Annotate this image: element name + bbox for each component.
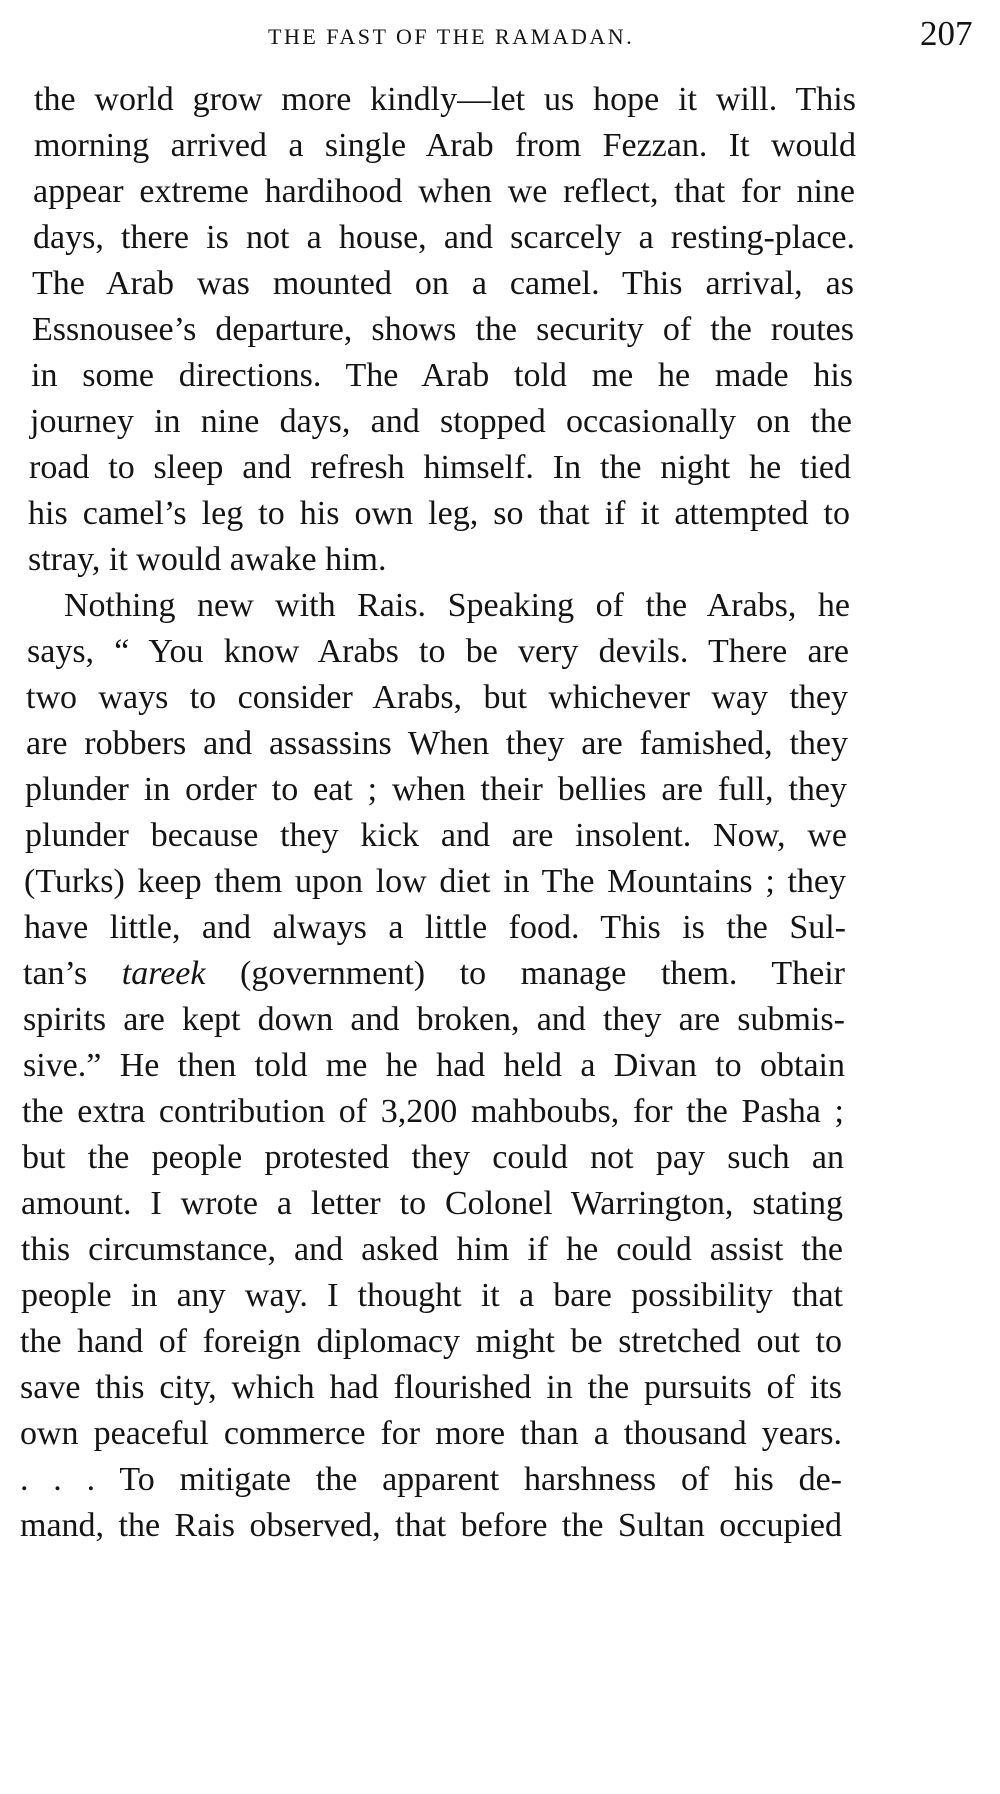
text-line: stray, it would awake him. (28, 541, 387, 578)
text-line: two ways to consider Arabs, but whichever way they (26, 679, 848, 716)
text-line: own peaceful commerce for more than a thousand years. (20, 1415, 842, 1452)
text-line: people in any way. I thought it a bare possibility that (21, 1277, 843, 1314)
text-line: road to sleep and refresh himself. In the night he tied (29, 449, 851, 486)
text-line: appear extreme hardihood when we reflect, that for nine (33, 173, 855, 210)
text-line: says, “ You know Arabs to be very devils. There are (27, 633, 849, 670)
text-line: journey in nine days, and stopped occasionally on the (30, 403, 852, 440)
text-line: the extra contribution of 3,200 mahboubs, for the Pasha ; (22, 1093, 844, 1130)
text-line: the hand of foreign diplomacy might be stretched out to (20, 1323, 842, 1360)
text-part: tan’s (23, 955, 122, 992)
text-line: morning arrived a single Arab from Fezzan. It would (34, 127, 856, 164)
text-line: amount. I wrote a letter to Colonel Warrington, stating (21, 1185, 843, 1222)
text-line: The Arab was mounted on a camel. This arrival, as (32, 265, 854, 302)
text-line: in some directions. The Arab told me he made his (31, 357, 853, 394)
text-line: his camel’s leg to his own leg, so that if it attempted to (28, 495, 850, 532)
text-line: (Turks) keep them upon low diet in The Mountains ; they (24, 863, 846, 900)
text-line: this circumstance, and asked him if he could assist the (21, 1231, 843, 1268)
running-title: THE FAST OF THE RAMADAN. (268, 24, 635, 49)
text-line (23, 948, 845, 1000)
running-head (0, 14, 1000, 58)
text-line: . . . To mitigate the apparent harshness of his de- (20, 1461, 842, 1498)
text-line: the world grow more kindly—let us hope it will. This (34, 81, 856, 118)
text-line: days, there is not a house, and scarcely a resting-place. (33, 219, 855, 256)
text-line: plunder in order to eat ; when their bellies are full, they (25, 771, 847, 808)
text-line: sive.” He then told me he had held a Divan to obtain (23, 1047, 845, 1084)
page-number: 207 (920, 14, 973, 53)
text-line: Essnousee’s departure, shows the security of the routes (32, 311, 854, 348)
text-line: spirits are kept down and broken, and they are submis- (23, 1001, 845, 1038)
text-line: plunder because they kick and are insolent. Now, we (25, 817, 847, 854)
italic-word: tareek (121, 955, 206, 992)
text-line: save this city, which had flourished in the pursuits of its (20, 1369, 842, 1406)
text-line: mand, the Rais observed, that before the Sultan occupied (20, 1507, 842, 1544)
text-line: are robbers and assassins When they are famished, they (26, 725, 848, 762)
text-line: have little, and always a little food. This is the Sul- (24, 909, 846, 946)
text-line: but the people protested they could not pay such an (22, 1139, 844, 1176)
text-line: Nothing new with Rais. Speaking of the Arabs, he (64, 587, 850, 624)
text-part: (government) to manage them. Their (205, 955, 845, 992)
